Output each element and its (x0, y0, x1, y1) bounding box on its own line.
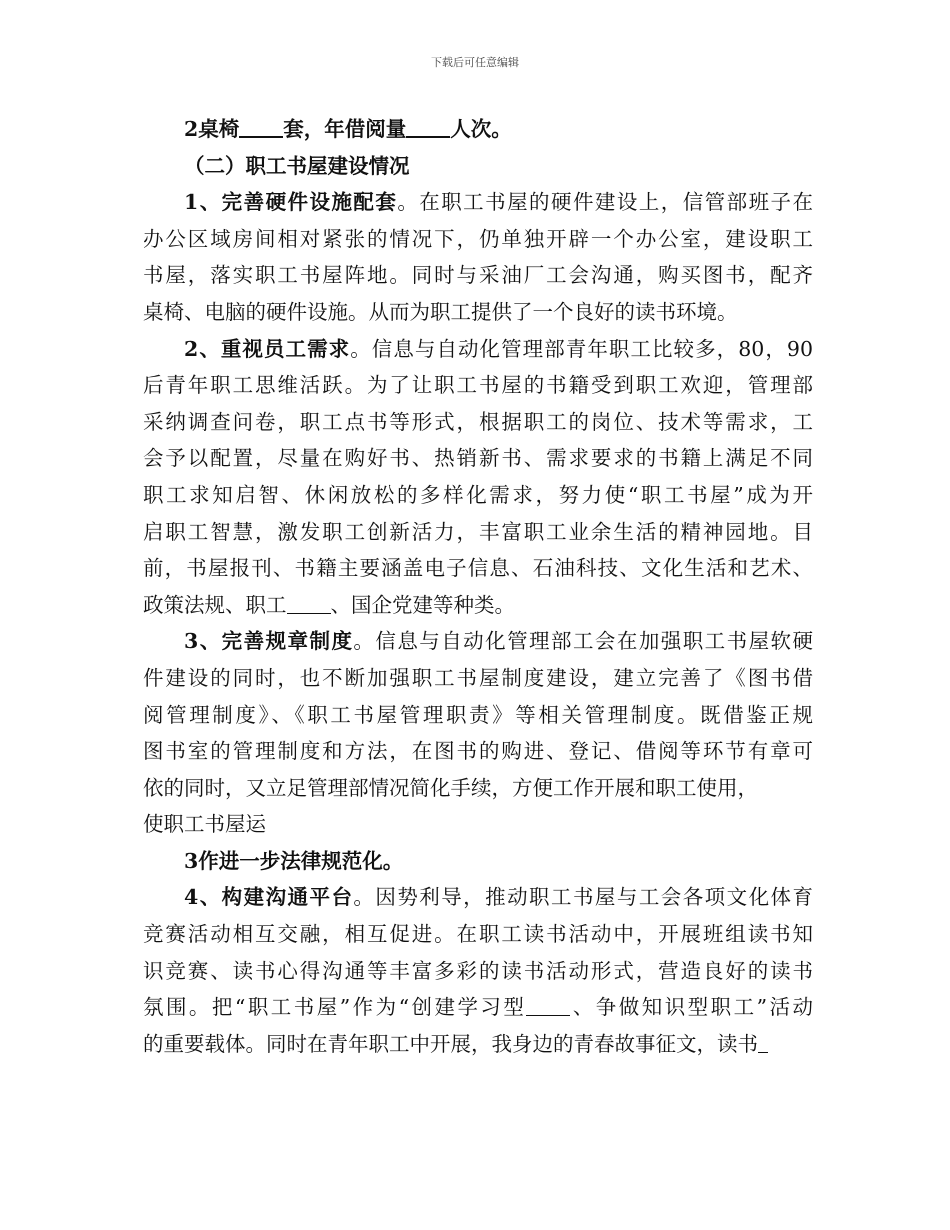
blank-underline (526, 993, 570, 1016)
paragraph-4-line-5: 的重要载体。同时在青年职工中开展，我身边的青春故事征文，读书 (143, 1026, 813, 1063)
line-law-standardization: 3作进一步法律规范化。 (184, 848, 404, 873)
paragraph-4-line-2: 竞赛活动相互交融，相互促进。在职工读书活动中，开展班组读书知 (143, 922, 813, 947)
paragraph-2-line-4: 会予以配置，尽量在购好书、热销新书、需求要求的书籍上满足不同 (143, 446, 813, 471)
paragraph-3-line-6: 使职工书屋运 (143, 812, 266, 837)
paragraph-4-line-1: 4、构建沟通平台。因势利导，推动职工书屋与工会各项文化体育 (184, 885, 814, 910)
paragraph-2-heading: 2、重视员工需求 (184, 336, 351, 361)
blank-underline (287, 591, 331, 614)
paragraph-2-line-1: 2、重视员工需求。信息与自动化管理部青年职工比较多，80，90 (184, 336, 814, 361)
paragraph-2-line-5: 职工求知启智、休闲放松的多样化需求，努力使“职工书屋”成为开 (143, 482, 813, 507)
paragraph-4-heading: 4、构建沟通平台 (184, 885, 354, 910)
paragraph-4-line-3: 识竞赛、读书心得沟通等丰富多彩的读书活动形式，营造良好的读书 (143, 958, 813, 983)
paragraph-3-line-4: 图书室的管理制度和方法，在图书的购进、登记、借阅等环节有章可 (143, 739, 813, 764)
paragraph-2-line-2: 后青年职工思维活跃。为了让职工书屋的书籍受到职工欢迎，管理部 (143, 373, 813, 398)
blank-underline (406, 114, 450, 138)
blank-underline (758, 1030, 768, 1053)
paragraph-1-heading: 1、完善硬件设施配套 (184, 190, 398, 215)
blank-underline (239, 114, 283, 138)
document-body (143, 111, 813, 1062)
line-furniture-stats: 2桌椅 套，年借阅量 人次。 (143, 111, 813, 148)
paragraph-3-line-1: 3、完善规章制度。信息与自动化管理部工会在加强职工书屋软硬 (184, 629, 814, 654)
paragraph-1-line-1: 1、完善硬件设施配套。在职工书屋的硬件建设上，信管部班子在 (184, 190, 813, 215)
paragraph-2-line-7: 前，书屋报刊、书籍主要涵盖电子信息、石油科技、文化生活和艺术、 (143, 556, 813, 581)
paragraph-3-heading: 3、完善规章制度 (184, 629, 354, 654)
paragraph-3-line-3: 阅管理制度》、《职工书屋管理职责》等相关管理制度。既借鉴正规 (143, 702, 813, 727)
paragraph-2-line-8: 政策法规、职工 、国企党建等种类。 (143, 592, 515, 617)
paragraph-1-line-3: 书屋，落实职工书屋阵地。同时与采油厂工会沟通，购买图书，配齐 (143, 263, 813, 288)
paragraph-2-line-6: 启职工智慧，激发职工创新活力，丰富职工业余生活的精神园地。目 (143, 519, 813, 544)
paragraph-4-line-4: 氛围。把“职工书屋”作为“创建学习型 、争做知识型职工”活动 (143, 995, 813, 1020)
paragraph-3-line-2: 件建设的同时，也不断加强职工书屋制度建设，建立完善了《图书借 (143, 665, 813, 690)
page-header: 下载后可任意编辑 (431, 56, 519, 69)
paragraph-3-line-5: 依的同时，又立足管理部情况简化手续，方便工作开展和职工使用， (143, 775, 758, 800)
paragraph-2-line-3: 采纳调查问卷，职工点书等形式，根据职工的岗位、技术等需求，工 (143, 409, 813, 434)
paragraph-1-line-2: 办公区域房间相对紧张的情况下，仍单独开辟一个办公室，建设职工 (143, 226, 813, 251)
section-heading: （二）职工书屋建设情况 (184, 153, 410, 178)
paragraph-1-line-4: 桌椅、电脑的硬件设施。从而为职工提供了一个良好的读书环境。 (143, 299, 738, 324)
